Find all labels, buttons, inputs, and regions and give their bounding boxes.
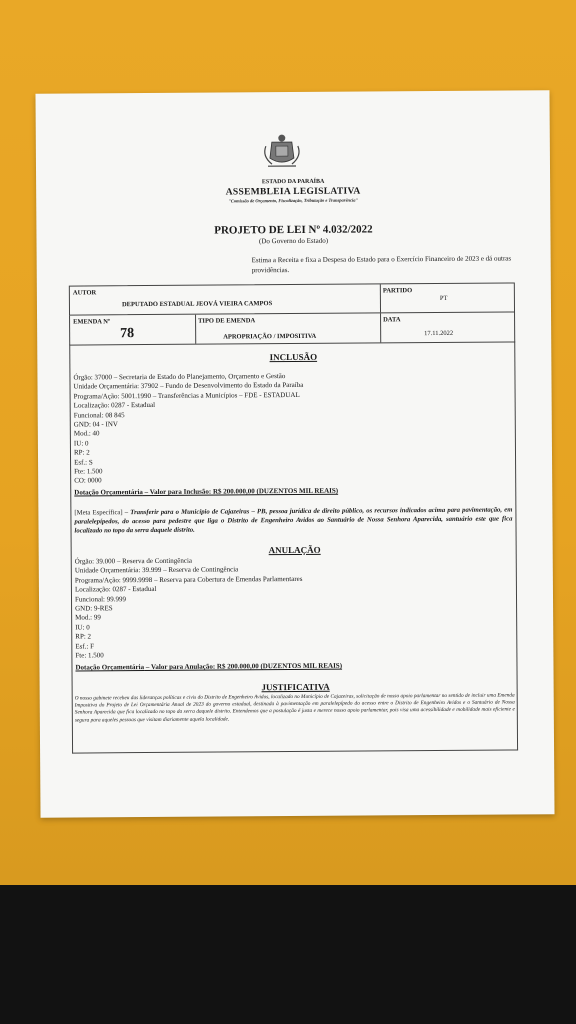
amendment-number-value: 78 bbox=[120, 326, 135, 342]
bill-title: PROJETO DE LEI Nº 4.032/2022 bbox=[214, 223, 373, 237]
date-label: DATA bbox=[383, 316, 401, 324]
justification-heading: JUSTIFICATIVA bbox=[261, 681, 330, 693]
header-committee: "Comissão de Orçamento, Fiscalização, Tributação e Transparência" bbox=[228, 197, 359, 204]
detail-line: Mod.: 40 bbox=[73, 429, 100, 438]
detail-line: Funcional: 08 845 bbox=[73, 410, 125, 420]
detail-line: CO: 0000 bbox=[74, 476, 102, 486]
detail-line: Mod.: 99 bbox=[75, 613, 101, 622]
detail-line: IU: 0 bbox=[73, 439, 89, 448]
header-state: ESTADO DA PARAÍBA bbox=[261, 178, 325, 186]
inclusion-details bbox=[73, 372, 304, 486]
detail-line: Unidade Orçamentária: 37902 – Fundo de Desenvolvimento do Estado da Paraíba bbox=[73, 381, 304, 391]
party-value: PT bbox=[439, 294, 448, 302]
bill-origin: (Do Governo do Estado) bbox=[258, 236, 329, 246]
detail-line: IU: 0 bbox=[75, 623, 90, 632]
detail-line: RP: 2 bbox=[75, 632, 92, 641]
specific-goal: [Meta Específica] – Transferir para o Município de Cajazeiras – PB, pessoa jurídica de direito público, os recursos indicados acima para pavimentação, em paralelepípedos, do acesso para pedestre que liga o Distrito de Engenheiro Avidos ao Santuário de Nossa Senhora Aparecida, santuário este que fica localizado no topo da serra daquele distrito. bbox=[74, 506, 513, 535]
detail-line: Funcional: 99.999 bbox=[74, 594, 126, 604]
table-surface bbox=[0, 885, 576, 1024]
annulment-total: Dotação Orçamentária – Valor para Anulação: R$ 200.000,00 (DUZENTOS MIL REAIS) bbox=[75, 661, 343, 672]
detail-line: Unidade Orçamentária: 39.999 – Reserva de Contingência bbox=[74, 565, 239, 575]
detail-line: Programa/Ação: 9999.9998 – Reserva para Cobertura de Emendas Parlamentares bbox=[74, 574, 303, 585]
header-assembly: ASSEMBLEIA LEGISLATIVA bbox=[225, 186, 361, 198]
amendment-type-cell bbox=[195, 313, 381, 343]
party-label: PARTIDO bbox=[382, 287, 413, 295]
author-cell bbox=[70, 284, 381, 314]
amendment-body bbox=[69, 342, 518, 753]
detail-line: Órgão: 37000 – Secretaria de Estado do Planejamento, Orçamento e Gestão bbox=[73, 372, 286, 382]
detail-line: GND: 04 - INV bbox=[73, 420, 118, 429]
party-cell bbox=[380, 283, 515, 312]
justification-text: O nosso gabinete recebeu das lideranças políticas e civis do Distrito de Engenheiro Avidos, localizado no Município de Cajazeiras, solicitação de nosso apoio parlamentar no sentido de incluir uma Emenda Impositiva do Projeto de Lei Orçamentária Anual de 2023 do governo estadual, destinada à pavimentação em paralelepípedo do acesso entre o Distrito de Engenheiro Avidos e o Santuário de Nossa Senhora Aparecida que fica localizado no topo da serra daquele distrito. Entendemos que a postulação é justa e merece nosso apoio parlamentar, pois visa uma acessibilidade e mobilidade mais eficiente e segura para aqueles pessoas que visitam diariamente aquela localidade. bbox=[74, 692, 515, 724]
date-value: 17.11.2022 bbox=[424, 329, 454, 338]
author-row bbox=[69, 282, 515, 315]
detail-line: Fte: 1.500 bbox=[75, 651, 104, 660]
amendment-type-label: TIPO DE EMENDA bbox=[198, 317, 256, 325]
state-seal-icon bbox=[258, 132, 306, 170]
author-value: DEPUTADO ESTADUAL JEOVÁ VIEIRA CAMPOS bbox=[121, 300, 273, 309]
detail-line: Fte: 1.500 bbox=[74, 467, 103, 476]
detail-line: GND: 9-RES bbox=[75, 604, 113, 613]
amendment-number-label: EMENDA Nº bbox=[73, 318, 111, 326]
detail-line: Localização: 0287 - Estadual bbox=[73, 401, 156, 410]
inclusion-total: Dotação Orçamentária – Valor para Inclusão: R$ 200.000,00 (DUZENTOS MIL REAIS) bbox=[74, 486, 339, 497]
detail-line: Órgão: 39.000 – Reserva de Contingência bbox=[74, 556, 193, 566]
amendment-row bbox=[69, 312, 515, 345]
amendment-number-cell bbox=[70, 315, 196, 345]
detail-line: Esf.: F bbox=[75, 642, 95, 651]
annulment-heading: ANULAÇÃO bbox=[268, 544, 321, 556]
bill-summary: Estima a Receita e fixa a Despesa do Estado para o Exercício Financeiro de 2023 e dá outras providências. bbox=[251, 254, 512, 275]
inclusion-heading: INCLUSÃO bbox=[269, 351, 318, 363]
document-page bbox=[35, 90, 554, 818]
date-cell bbox=[380, 312, 515, 342]
detail-line: Esf.: S bbox=[74, 458, 93, 467]
detail-line: RP: 2 bbox=[73, 448, 90, 457]
detail-line: Programa/Ação: 5001.1990 – Transferências a Municípios – FDE - ESTADUAL bbox=[73, 390, 300, 401]
detail-line: Localização: 0287 - Estadual bbox=[74, 585, 157, 594]
annulment-details bbox=[75, 556, 303, 661]
author-label: AUTOR bbox=[72, 289, 97, 297]
amendment-type-value: APROPRIAÇÃO / IMPOSITIVA bbox=[223, 332, 317, 341]
